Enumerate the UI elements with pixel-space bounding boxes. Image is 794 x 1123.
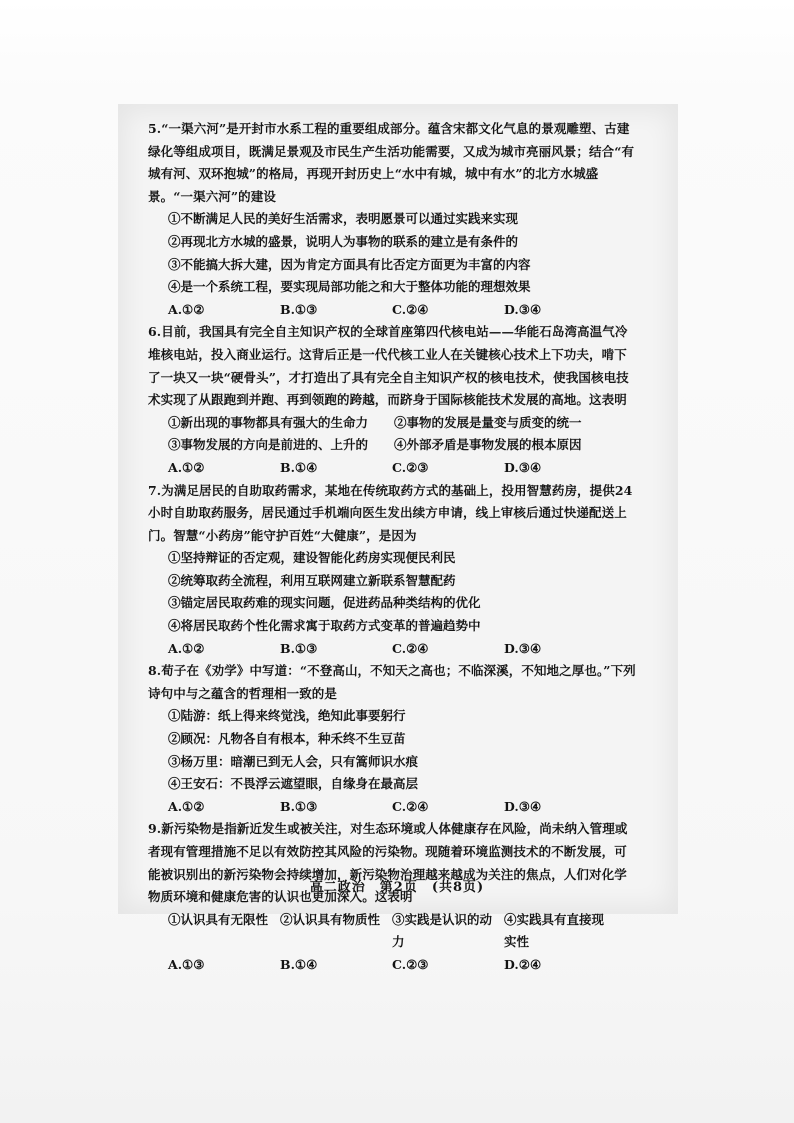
option-4: ④实践具有直接现实性 <box>504 911 605 950</box>
answer-b: B.①④ <box>280 956 318 972</box>
answer-a: A.①② <box>168 640 205 656</box>
option-4: ④是一个系统工程，要实现局部功能之和大于整体功能的理想效果 <box>168 279 531 295</box>
answer-c: C.②④ <box>392 640 429 656</box>
answer-a: A.①② <box>168 301 205 317</box>
answer-a: A.①② <box>168 798 205 814</box>
option-grid <box>148 412 638 457</box>
option-3: ③不能搞大拆大建，因为肯定方面具有比否定方面更为丰富的内容 <box>168 256 531 272</box>
option-2: ②再现北方水城的盛景，说明人为事物的联系的建立是有条件的 <box>168 233 519 249</box>
answer-choices <box>148 954 638 977</box>
option-2: ②事物的发展是量变与质变的统一 <box>394 414 582 430</box>
question-8 <box>148 660 638 818</box>
option-2: ②认识具有物质性 <box>280 911 381 927</box>
option-4: ④将居民取药个性化需求寓于取药方式变革的普遍趋势中 <box>168 618 481 634</box>
question-stem: 9.新污染物是指新近发生或被关注，对生态环境或人体健康存在风险，尚未纳入管理或者现有管理措施不足以有效防控其风险的污染物。现随着环境监测技术的不断发展，可能被识别出的新污染物会持续增加，新污染物治理越来越成为关注的焦点，人们对化学物质环境和健康危害的认识也更加深入。这表明 <box>148 821 628 905</box>
answer-b: B.①③ <box>280 301 318 317</box>
question-stem: 7.为满足居民的自助取药需求，某地在传统取药方式的基础上，投用智慧药房，提供24小时自助取药服务，居民通过手机端向医生发出续方申请，线上审核后通过快递配送上门。智慧“小药房”能守护百姓“大健康”，是因为 <box>148 482 633 543</box>
answer-choices <box>148 457 638 480</box>
option-row <box>148 909 638 954</box>
answer-b: B.①③ <box>280 640 318 656</box>
answer-choices <box>148 299 638 322</box>
question-9 <box>148 818 638 976</box>
answer-b: B.①③ <box>280 798 318 814</box>
answer-c: C.②③ <box>392 459 429 475</box>
option-2: ②顾况：凡物各自有根本，种禾终不生豆苗 <box>168 731 406 747</box>
answer-d: D.③④ <box>504 459 542 475</box>
question-stem: 8.荀子在《劝学》中写道：“不登高山，不知天之高也；不临深溪，不知地之厚也。”下列诗句中与之蕴含的哲理相一致的是 <box>148 663 636 701</box>
option-1: ①认识具有无限性 <box>168 911 269 927</box>
option-1: ①陆游：纸上得来终觉浅，绝知此事要躬行 <box>168 708 406 724</box>
answer-d: D.③④ <box>504 640 542 656</box>
answer-a: A.①③ <box>168 956 205 972</box>
question-5 <box>148 118 638 321</box>
question-list <box>148 118 638 977</box>
question-stem: 6.目前，我国具有完全自主知识产权的全球首座第四代核电站——华能石岛湾高温气冷堆核电站，投入商业运行。这背后正是一代代核工业人在关键核心技术上下功夫，啃下了一块又一块“硬骨头”，才打造出了具有完全自主知识产权的核电技术，使我国核电技术实现了从跟跑到并跑、再到领跑的跨越，而跻身于国际核能技术发展的高地。这表明 <box>148 324 629 408</box>
answer-b: B.①④ <box>280 459 318 475</box>
option-3: ③实践是认识的动力 <box>392 911 493 950</box>
option-1: ①坚持辩证的否定观，建设智能化药房实现便民利民 <box>168 550 456 566</box>
answer-c: C.②③ <box>392 956 429 972</box>
page-footer: 高二政治 第2页 (共8页) <box>309 880 485 895</box>
option-3: ③杨万里：暗潮已到无人会，只有篙师识水痕 <box>168 753 419 769</box>
question-7 <box>148 480 638 661</box>
answer-c: C.②④ <box>392 798 429 814</box>
question-stem: 5.“一渠六河”是开封市水系工程的重要组成部分。蕴含宋都文化气息的景观雕塑、古建绿化等组成项目，既满足景观及市民生产生活功能需要，又成为城市亮丽风景；结合“有城有河、双环抱城”的格局，再现开封历史上“水中有城，城中有水”的北方水城盛景。“一渠六河”的建设 <box>148 121 635 204</box>
option-3: ③锚定居民取药难的现实问题，促进药品种类结构的优化 <box>168 595 481 611</box>
option-4: ④王安石：不畏浮云遮望眼，自缘身在最高层 <box>168 776 419 792</box>
question-6 <box>148 321 638 479</box>
answer-choices <box>148 638 638 661</box>
option-1: ①新出现的事物都具有强大的生命力 <box>168 414 369 430</box>
option-3: ③事物发展的方向是前进的、上升的 <box>168 437 369 453</box>
option-1: ①不断满足人民的美好生活需求，表明愿景可以通过实践来实现 <box>168 211 519 227</box>
answer-choices <box>148 796 638 819</box>
answer-d: D.③④ <box>504 798 542 814</box>
answer-c: C.②④ <box>392 301 429 317</box>
answer-d: D.②④ <box>504 956 542 972</box>
answer-d: D.③④ <box>504 301 542 317</box>
answer-a: A.①② <box>168 459 205 475</box>
option-4: ④外部矛盾是事物发展的根本原因 <box>394 437 582 453</box>
option-2: ②统筹取药全流程，利用互联网建立新联系智慧配药 <box>168 572 456 588</box>
